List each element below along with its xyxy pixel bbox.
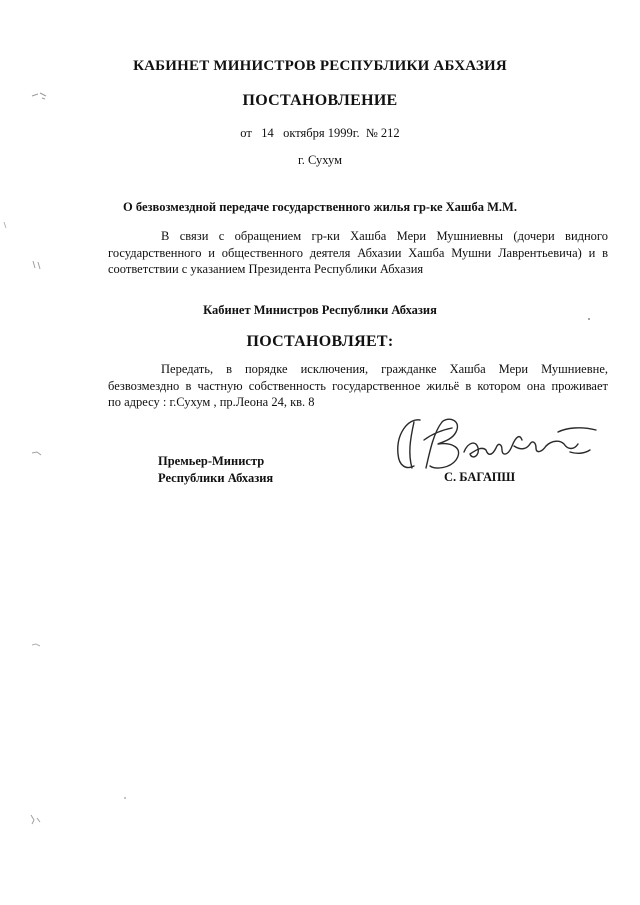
date-and-number: от 14 октября 1999г. № 212 xyxy=(240,126,400,140)
resolution-line-2: безвозмездно в частную собственность государственное жильё в котором она проживает xyxy=(108,378,608,393)
government-title: КАБИНЕТ МИНИСТРОВ РЕСПУБЛИКИ АБХАЗИЯ xyxy=(133,58,507,74)
scan-speck xyxy=(30,258,44,272)
scan-speck xyxy=(586,316,592,322)
intro-paragraph xyxy=(108,228,608,278)
scan-speck xyxy=(122,795,128,801)
city: г. Сухум xyxy=(297,153,342,167)
resolves-heading: ПОСТАНОВЛЯЕТ: xyxy=(246,333,394,350)
resolution-paragraph xyxy=(108,361,608,411)
resolution-line-1: Передать, в порядке исключения, гражданке Хашба Мери Мушниевне, xyxy=(161,362,608,376)
signatory-title xyxy=(158,453,273,486)
scan-speck xyxy=(2,220,10,230)
signatory-name: С. БАГАПШ xyxy=(444,470,516,484)
intro-line-3: соответствии с указанием Президента Республики Абхазия xyxy=(108,262,424,276)
subject-line: О безвозмездной передаче государственного жилья гр-ке Хашба М.М. xyxy=(123,200,517,214)
resolution-line-3: по адресу : г.Сухум , пр.Леона 24, кв. 8 xyxy=(108,395,315,409)
signatory-title-line-1: Премьер-Министр xyxy=(158,454,265,468)
document-type: ПОСТАНОВЛЕНИЕ xyxy=(242,92,398,109)
scan-speck xyxy=(28,812,44,828)
intro-line-2: государственного и общественного деятеля Абхазии Хашба Мушни Лаврентьевича) и в xyxy=(108,245,608,260)
scan-speck xyxy=(30,640,44,650)
cabinet-heading: Кабинет Министров Республики Абхазия xyxy=(203,303,437,317)
scan-speck xyxy=(30,88,50,102)
intro-line-1: В связи с обращением гр-ки Хашба Мери Мушниевны (дочери видного xyxy=(161,229,608,243)
scan-speck xyxy=(30,447,44,459)
signatory-title-line-2: Республики Абхазия xyxy=(158,470,274,485)
